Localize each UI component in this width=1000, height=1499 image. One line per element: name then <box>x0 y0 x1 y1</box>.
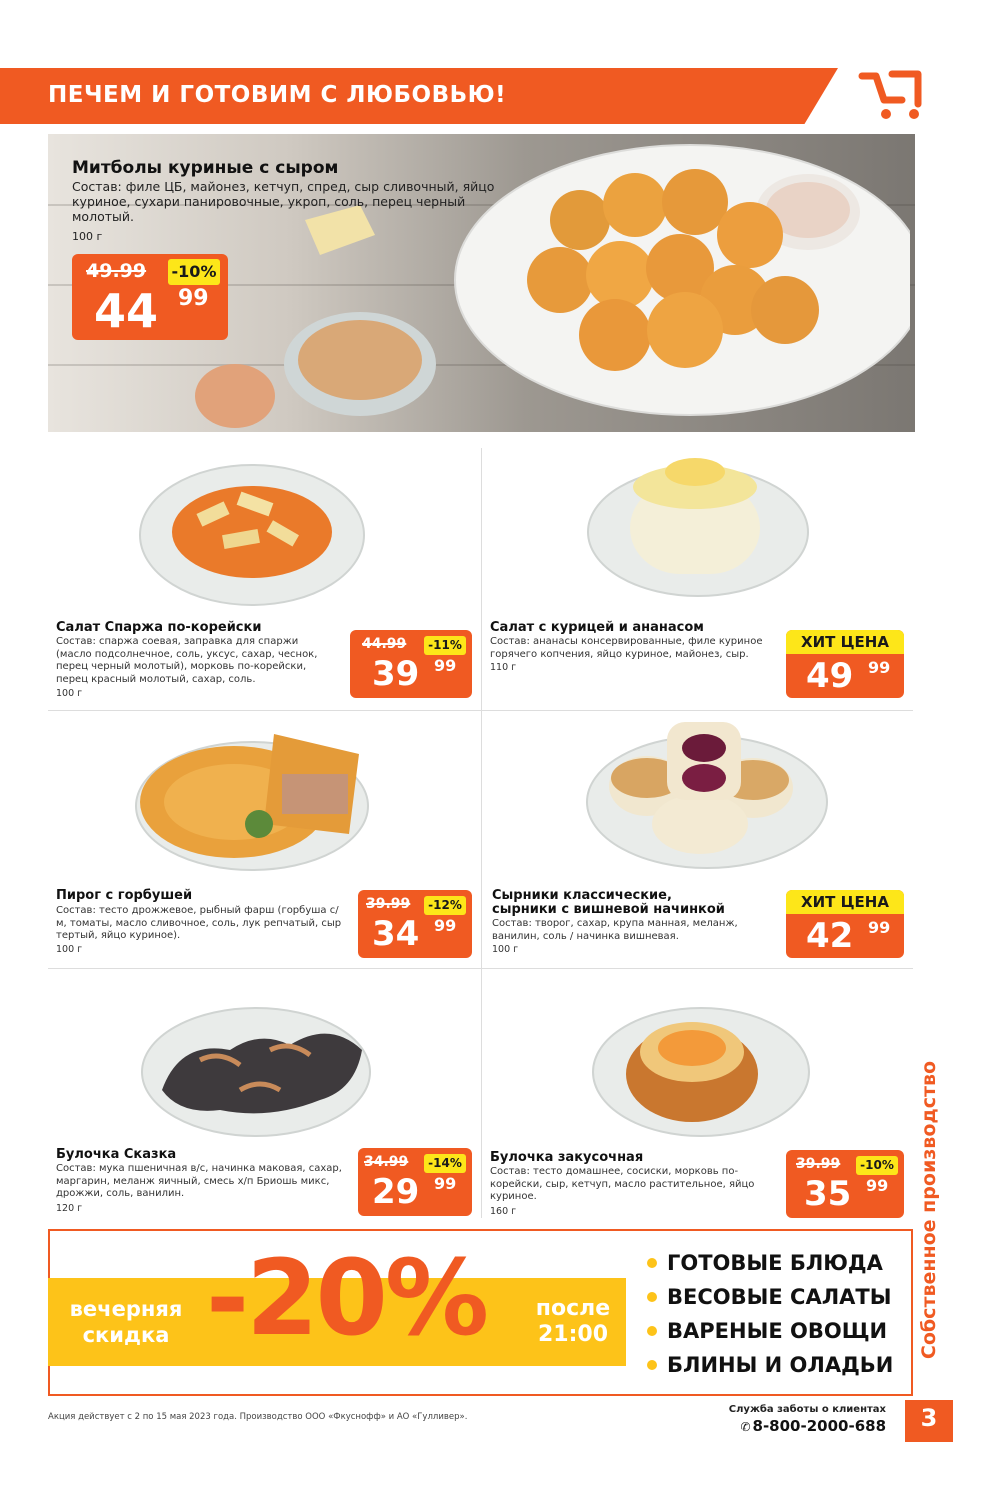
product-title: Салат Спаржа по-корейски <box>56 620 262 635</box>
product-weight: 100 г <box>492 944 519 955</box>
product-description: Состав: тесто дрожжевое, рыбный фарш (горбуша с/м, томаты, масло сливочное, соль, лук репчатый, сыр тертый, яйцо куриное). <box>56 905 342 942</box>
product-title-line1: Сырники классические, <box>492 888 672 903</box>
product-weight: 100 г <box>56 688 83 699</box>
discount-percent: -20% <box>206 1237 487 1359</box>
price-tag <box>358 1148 472 1216</box>
discount-time: после 21:00 <box>535 1296 611 1347</box>
store-logo-icon <box>858 66 928 124</box>
hit-price-badge: ХИТ ЦЕНА <box>786 890 904 914</box>
hero-product-weight: 100 г <box>72 230 103 243</box>
promo-category-list <box>647 1246 893 1382</box>
product-title-line2: сырники с вишневой начинкой <box>492 902 725 917</box>
price-kop: 99 <box>434 656 457 675</box>
product-weight: 100 г <box>56 944 83 955</box>
customer-care-title: Служба заботы о клиентах <box>728 1404 886 1415</box>
customer-care-phone[interactable]: ✆ 8-800-2000-688 <box>740 1417 886 1435</box>
side-label: Собственное производство <box>918 1060 941 1360</box>
product-weight: 160 г <box>490 1206 517 1217</box>
price-kop: 99 <box>178 286 209 311</box>
product-description: Состав: спаржа соевая, заправка для спаржи (масло подсолнечное, соль, уксус, сахар, чеснок, перец черный молотый), морковь по-корейски, перец красный молотый, сахар, соль. <box>56 636 318 685</box>
discount-badge: -10% <box>856 1156 898 1175</box>
snack-bun-image <box>590 996 812 1140</box>
price-rub: 42 <box>806 916 854 956</box>
product-description: Состав: творог, сахар, крупа манная, меланж, ванилин, соль / начинка вишневая. <box>492 918 738 942</box>
old-price: 34.99 <box>364 1154 409 1170</box>
page-number: 3 <box>920 1404 938 1432</box>
price-rub: 29 <box>372 1172 420 1212</box>
grid-divider-h1 <box>48 710 913 711</box>
price-kop: 99 <box>868 658 891 677</box>
discount-badge: -11% <box>424 636 466 655</box>
discount-badge: -10% <box>168 259 220 285</box>
product-title: Булочка Сказка <box>56 1147 177 1162</box>
price-tag <box>350 630 472 698</box>
bullet-icon <box>647 1258 657 1268</box>
price-tag <box>786 1150 904 1218</box>
meatballs-image <box>440 140 910 430</box>
product-title: Булочка закусочная <box>490 1150 644 1165</box>
promo-category-item: БЛИНЫ И ОЛАДЬИ <box>647 1348 893 1382</box>
old-price: 49.99 <box>86 260 147 282</box>
product-weight: 120 г <box>56 1203 83 1214</box>
grid-divider-h2 <box>48 968 913 969</box>
poppy-bun-image <box>140 990 372 1140</box>
price-tag-hit <box>786 890 904 958</box>
discount-badge: -14% <box>424 1154 466 1173</box>
promo-category-item: ВАРЕНЫЕ ОВОЩИ <box>647 1314 893 1348</box>
price-rub: 44 <box>94 284 159 338</box>
price-rub: 49 <box>806 656 854 696</box>
breadcrumbs-bowl-image <box>280 306 440 421</box>
price-kop: 99 <box>866 1176 889 1195</box>
product-description: Состав: ананасы консервированные, филе куриное горячего копчения, яйцо куриное, майонез, сыр. <box>490 636 763 660</box>
hero-product-title: Митболы куриные с сыром <box>72 158 339 178</box>
price-kop: 99 <box>434 916 457 935</box>
product-description: Состав: тесто домашнее, сосиски, морковь по-корейски, сыр, кетчуп, масло растительное, яйцо куриное. <box>490 1166 755 1203</box>
price-rub: 39 <box>372 654 420 694</box>
product-description: Состав: мука пшеничная в/с, начинка маковая, сахар, маргарин, меланж яичный, смесь х/п Бриошь микс, дрожжи, соль, ванилин. <box>56 1163 342 1200</box>
price-rub: 34 <box>372 914 420 954</box>
old-price: 39.99 <box>366 896 411 912</box>
phone-icon: ✆ <box>740 1420 751 1434</box>
price-tag <box>358 890 472 958</box>
grid-divider-vertical <box>481 448 482 1218</box>
bullet-icon <box>647 1360 657 1370</box>
promo-terms-note: Акция действует с 2 по 15 мая 2023 года. Производство ООО «Фкуснофф» и АО «Гулливер». <box>48 1412 468 1422</box>
bullet-icon <box>647 1292 657 1302</box>
price-rub: 35 <box>804 1174 852 1214</box>
hit-price-badge: ХИТ ЦЕНА <box>786 630 904 654</box>
hero-price-tag <box>72 254 228 340</box>
price-tag-hit <box>786 630 904 698</box>
hero-product-description: Состав: филе ЦБ, майонез, кетчуп, спред, сыр сливочный, яйцо куриное, сухари панировочные, укроп, соль, перец черный молотый. <box>72 179 495 224</box>
old-price: 44.99 <box>362 636 407 652</box>
old-price: 39.99 <box>796 1156 841 1172</box>
price-kop: 99 <box>868 918 891 937</box>
fish-pie-image <box>134 714 370 874</box>
promo-category-item: ВЕСОВЫЕ САЛАТЫ <box>647 1280 893 1314</box>
egg-image <box>190 360 280 430</box>
syrniki-image <box>585 716 829 872</box>
product-weight: 110 г <box>490 662 517 673</box>
bullet-icon <box>647 1326 657 1336</box>
price-kop: 99 <box>434 1174 457 1193</box>
evening-discount-label: вечерняя скидка <box>69 1297 183 1347</box>
discount-badge: -12% <box>424 896 466 915</box>
page-title: ПЕЧЕМ И ГОТОВИМ С ЛЮБОВЬЮ! <box>48 82 507 108</box>
salad-chicken-pineapple-image <box>585 452 811 600</box>
product-title: Пирог с горбушей <box>56 888 193 903</box>
promo-category-item: ГОТОВЫЕ БЛЮДА <box>647 1246 893 1280</box>
product-title: Салат с курицей и ананасом <box>490 620 704 635</box>
salad-asparagus-image <box>138 462 366 608</box>
